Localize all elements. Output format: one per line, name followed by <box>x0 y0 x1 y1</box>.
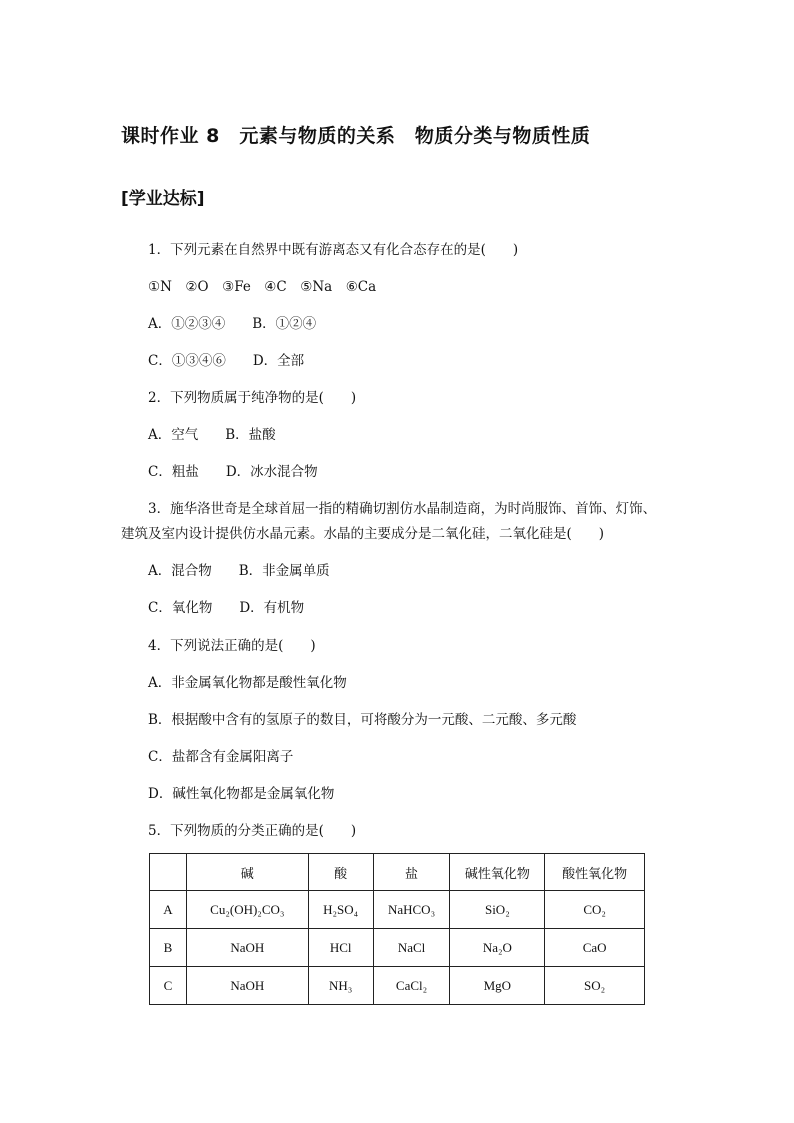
question-4-stem: 4．下列说法正确的是( ) <box>148 638 316 654</box>
table-cell: NaCl <box>373 929 450 967</box>
table-row <box>150 891 645 929</box>
table-cell: SO₂ <box>545 967 645 1005</box>
table-cell: HCl <box>308 929 373 967</box>
question-3-stem-line1: 3．施华洛世奇是全球首屈一指的精确切割仿水晶制造商，为时尚服饰、首饰、灯饰、 <box>148 501 657 517</box>
section-heading: [学业达标] <box>121 189 205 209</box>
table-header-cell: 碱性氧化物 <box>450 854 545 891</box>
table-cell: NH₃ <box>308 967 373 1005</box>
question-4-option-b: B．根据酸中含有的氢原子的数目，可将酸分为一元酸、二元酸、多元酸 <box>148 712 577 728</box>
question-2-options-cd: C．粗盐 D．冰水混合物 <box>148 464 318 480</box>
table-row <box>150 967 645 1005</box>
question-3-options-cd: C．氧化物 D．有机物 <box>148 600 305 616</box>
table-cell: H₂SO₄ <box>308 891 373 929</box>
question-3-options-ab: A．混合物 B．非金属单质 <box>148 563 330 579</box>
table-row <box>150 929 645 967</box>
question-2-options-ab: A．空气 B．盐酸 <box>148 427 276 443</box>
question-5-stem: 5．下列物质的分类正确的是( ) <box>148 823 357 839</box>
classification-table <box>149 853 645 1005</box>
row-label: C <box>150 967 187 1005</box>
table-header-cell <box>150 854 187 891</box>
page-title: 课时作业 8 元素与物质的关系 物质分类与物质性质 <box>121 125 591 147</box>
question-1-options-ab: A．①②③④ B．①②④ <box>148 316 317 332</box>
table-header-cell: 酸性氧化物 <box>545 854 645 891</box>
table-cell: NaOH <box>186 967 308 1005</box>
table-cell: CO₂ <box>545 891 645 929</box>
question-1-items: ①N ②O ③Fe ④C ⑤Na ⑥Ca <box>148 279 377 295</box>
table-cell: CaCl₂ <box>373 967 450 1005</box>
question-2-stem: 2．下列物质属于纯净物的是( ) <box>148 390 357 406</box>
table-header-cell: 酸 <box>308 854 373 891</box>
table-cell: CaO <box>545 929 645 967</box>
question-4-option-c: C．盐都含有金属阳离子 <box>148 749 294 765</box>
table-header-cell: 碱 <box>186 854 308 891</box>
table-header-row <box>150 854 645 891</box>
table-cell: NaHCO₃ <box>373 891 450 929</box>
question-1-options-cd: C．①③④⑥ D．全部 <box>148 353 305 369</box>
row-label: B <box>150 929 187 967</box>
question-3-stem-line2: 建筑及室内设计提供仿水晶元素。水晶的主要成分是二氧化硅，二氧化硅是( ) <box>121 526 605 542</box>
question-4-option-d: D．碱性氧化物都是金属氧化物 <box>148 786 335 802</box>
row-label: A <box>150 891 187 929</box>
table-cell: Na₂O <box>450 929 545 967</box>
table-cell: NaOH <box>186 929 308 967</box>
table-cell: Cu₂(OH)₂CO₃ <box>186 891 308 929</box>
question-1-stem: 1．下列元素在自然界中既有游离态又有化合态存在的是( ) <box>148 242 519 258</box>
table-cell: SiO₂ <box>450 891 545 929</box>
question-4-option-a: A．非金属氧化物都是酸性氧化物 <box>148 675 347 691</box>
table-cell: MgO <box>450 967 545 1005</box>
table-header-cell: 盐 <box>373 854 450 891</box>
